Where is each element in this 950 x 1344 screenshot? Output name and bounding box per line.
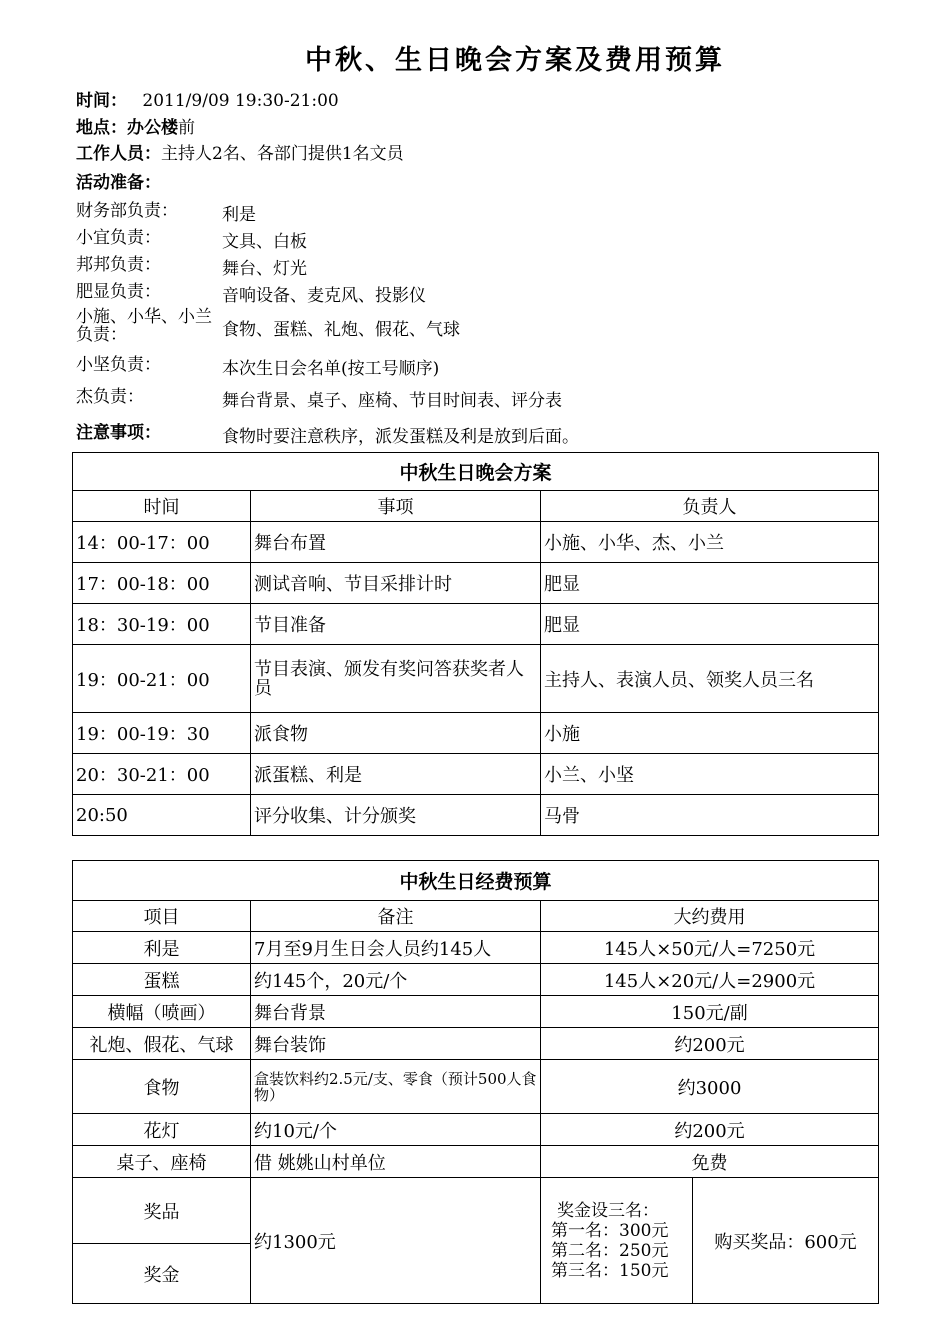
table-row — [73, 1146, 879, 1178]
budget-item: 花灯 — [73, 1114, 251, 1146]
table-row — [73, 1114, 879, 1146]
time-line — [76, 86, 339, 111]
plan-owner: 小兰、小坚 — [541, 754, 879, 795]
prep-what: 本次生日会名单(按工号顺序) — [222, 359, 440, 379]
plan-owner: 小施 — [541, 713, 879, 754]
plan-item: 评分收集、计分颁奖 — [251, 795, 541, 836]
prep-who: 杰负责： — [76, 387, 144, 407]
bonus-third: 第三名：150元 — [551, 1260, 669, 1281]
plan-time: 19：00-21：00 — [73, 645, 251, 713]
budget-bonus-item: 奖金 — [73, 1244, 251, 1304]
table-row — [73, 522, 879, 563]
budget-prize-item: 奖品 — [73, 1178, 251, 1244]
plan-time: 18：30-19：00 — [73, 604, 251, 645]
table-row — [73, 1028, 879, 1060]
budget-cost: 150元/副 — [541, 996, 879, 1028]
place-line — [76, 113, 195, 138]
budget-prize-note: 约1300元 — [251, 1178, 541, 1304]
plan-time: 19：00-19：30 — [73, 713, 251, 754]
place-label: 地点： — [76, 118, 127, 138]
budget-cost: 约3000 — [541, 1060, 879, 1114]
plan-table — [72, 452, 879, 836]
budget-item: 桌子、座椅 — [73, 1146, 251, 1178]
budget-item: 横幅（喷画） — [73, 996, 251, 1028]
table-row — [73, 996, 879, 1028]
budget-item: 利是 — [73, 932, 251, 964]
bonus-title: 奖金设三名： — [557, 1200, 659, 1221]
budget-item: 食物 — [73, 1060, 251, 1114]
prep-who: 肥显负责： — [76, 282, 161, 302]
plan-title: 中秋生日晚会方案 — [73, 453, 879, 491]
budget-cost: 145人×50元/人=7250元 — [541, 932, 879, 964]
prep-heading: 活动准备： — [76, 173, 161, 193]
notice-label: 注意事项： — [76, 423, 161, 443]
plan-time: 20:50 — [73, 795, 251, 836]
plan-header-item: 事项 — [251, 491, 541, 522]
plan-time: 17：00-18：00 — [73, 563, 251, 604]
budget-note: 约145个，20元/个 — [251, 964, 541, 996]
budget-cost: 约200元 — [541, 1028, 879, 1060]
table-row — [73, 795, 879, 836]
plan-owner: 主持人、表演人员、领奖人员三名 — [541, 645, 879, 713]
prep-who: 财务部负责： — [76, 201, 178, 221]
staff-value: 主持人2名、各部门提供1名文员 — [161, 144, 404, 164]
budget-title: 中秋生日经费预算 — [73, 861, 879, 901]
plan-item: 舞台布置 — [251, 522, 541, 563]
table-row — [73, 964, 879, 996]
table-row — [73, 754, 879, 795]
prep-who: 邦邦负责： — [76, 255, 161, 275]
budget-note: 舞台背景 — [251, 996, 541, 1028]
budget-note: 舞台装饰 — [251, 1028, 541, 1060]
table-row — [73, 645, 879, 713]
staff-label: 工作人员： — [76, 144, 161, 164]
plan-item: 节目准备 — [251, 604, 541, 645]
place-value-bold: 办公楼 — [127, 118, 178, 138]
place-value-rest: 前 — [178, 118, 195, 138]
prep-what: 音响设备、麦克风、投影仪 — [222, 286, 426, 306]
time-value: 2011/9/09 19:30-21:00 — [142, 91, 339, 111]
table-row — [73, 604, 879, 645]
notice-value: 食物时要注意秩序，派发蛋糕及利是放到后面。 — [222, 427, 579, 447]
budget-item: 礼炮、假花、气球 — [73, 1028, 251, 1060]
page-title: 中秋、生日晚会方案及费用预算 — [305, 45, 725, 76]
budget-note: 约10元/个 — [251, 1114, 541, 1146]
prep-what: 利是 — [222, 205, 256, 225]
prep-who: 小施、小华、小兰负责： — [76, 307, 212, 345]
plan-item: 节目表演、颁发有奖问答获奖者人员 — [251, 645, 541, 713]
bonus-breakdown — [541, 1178, 693, 1304]
table-row — [73, 1178, 879, 1244]
prep-who: 小宜负责： — [76, 228, 161, 248]
budget-table — [72, 860, 879, 1304]
budget-cost: 免费 — [541, 1146, 879, 1178]
budget-header-item: 项目 — [73, 901, 251, 932]
budget-note: 借 姚姚山村单位 — [251, 1146, 541, 1178]
plan-header-time: 时间 — [73, 491, 251, 522]
prep-what: 舞台、灯光 — [222, 259, 307, 279]
prep-who: 小坚负责： — [76, 355, 161, 375]
prize-cost: 购买奖品：600元 — [693, 1178, 879, 1304]
plan-owner: 小施、小华、杰、小兰 — [541, 522, 879, 563]
plan-item: 派蛋糕、利是 — [251, 754, 541, 795]
budget-cost: 145人×20元/人=2900元 — [541, 964, 879, 996]
plan-time: 20：30-21：00 — [73, 754, 251, 795]
table-row — [73, 713, 879, 754]
plan-item: 派食物 — [251, 713, 541, 754]
time-label: 时间： — [76, 91, 127, 111]
bonus-second: 第二名：250元 — [551, 1240, 669, 1261]
budget-header-note: 备注 — [251, 901, 541, 932]
budget-cost: 约200元 — [541, 1114, 879, 1146]
staff-line — [76, 139, 404, 164]
budget-header-cost: 大约费用 — [541, 901, 879, 932]
plan-owner: 肥显 — [541, 604, 879, 645]
plan-item: 测试音响、节目采排计时 — [251, 563, 541, 604]
plan-header-owner: 负责人 — [541, 491, 879, 522]
budget-item: 蛋糕 — [73, 964, 251, 996]
prep-what: 舞台背景、桌子、座椅、节目时间表、评分表 — [222, 391, 562, 411]
table-row — [73, 1060, 879, 1114]
plan-time: 14：00-17：00 — [73, 522, 251, 563]
budget-note: 盒装饮料约2.5元/支、零食（预计500人食物） — [251, 1060, 541, 1114]
table-row — [73, 563, 879, 604]
plan-owner: 肥显 — [541, 563, 879, 604]
table-row — [73, 932, 879, 964]
plan-owner: 马骨 — [541, 795, 879, 836]
budget-note: 7月至9月生日会人员约145人 — [251, 932, 541, 964]
bonus-first: 第一名：300元 — [551, 1220, 669, 1241]
prep-what: 文具、白板 — [222, 232, 307, 252]
prep-what: 食物、蛋糕、礼炮、假花、气球 — [222, 320, 460, 340]
